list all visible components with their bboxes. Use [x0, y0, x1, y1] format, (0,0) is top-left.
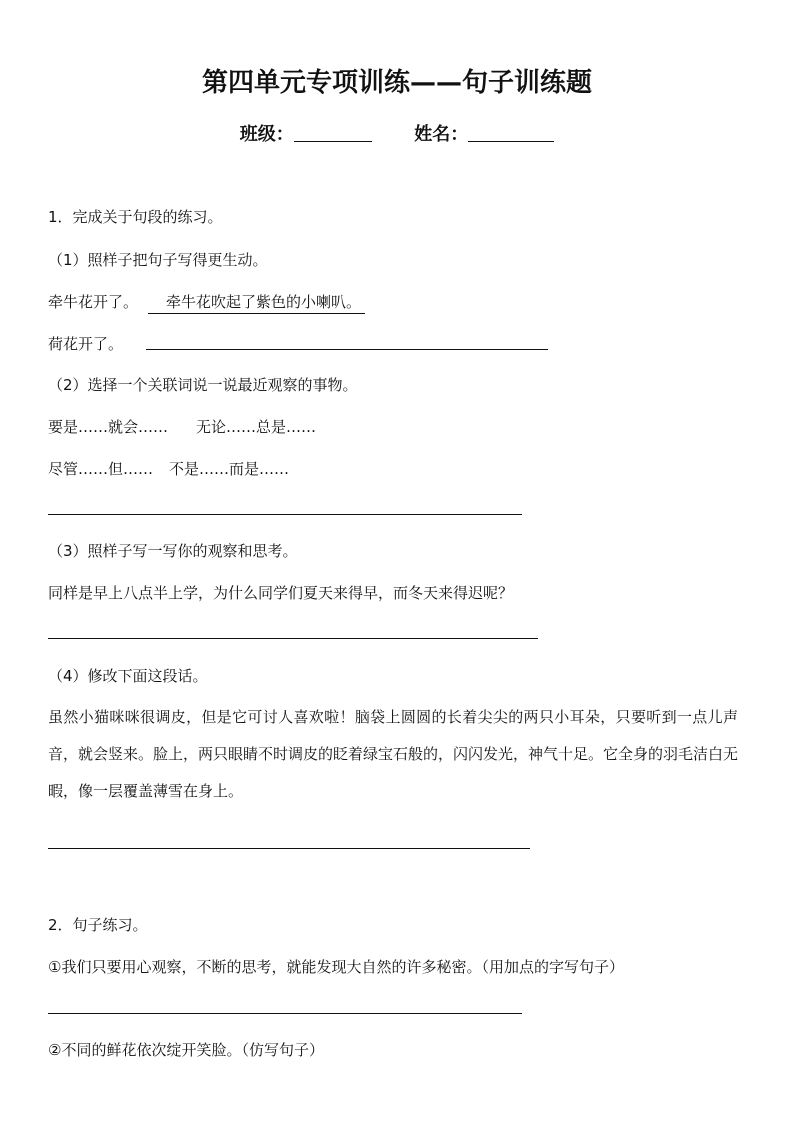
q1-heading: 1．完成关于句段的练习。 [48, 208, 223, 226]
q2-heading: 2．句子练习。 [48, 916, 148, 934]
q1-part1-label: （1）照样子把句子写得更生动。 [48, 251, 268, 269]
q1-part2-options-row1 [48, 416, 316, 437]
q1-part2-answer-line[interactable] [48, 514, 522, 515]
conjunction-option: 无论……总是…… [196, 418, 317, 436]
q1-part4-label: （4）修改下面这段话。 [48, 667, 208, 685]
name-label: 姓名： [414, 124, 469, 145]
q1-part3-label: （3）照样子写一写你的观察和思考。 [48, 542, 298, 560]
q1-part1-answer-line[interactable] [146, 349, 548, 350]
q1-part4-answer-line[interactable] [48, 848, 530, 849]
q1-part2-label: （2）选择一个关联词说一说最近观察的事物。 [48, 376, 358, 394]
q2-item1: ①我们只要用心观察，不断的思考，就能发现大自然的许多秘密。（用加点的字写句子） [48, 958, 624, 976]
q1-part1-example [48, 291, 365, 314]
q1-part2-options-row2 [48, 458, 289, 479]
student-info-line [0, 120, 794, 146]
name-blank[interactable] [468, 123, 554, 142]
example-answer: 牵牛花吹起了紫色的小喇叭。 [148, 291, 365, 314]
task-prompt: 荷花开了。 [48, 335, 124, 353]
q1-part4-passage: 虽然小猫咪咪很调皮，但是它可讨人喜欢啦！脑袋上圆圆的长着尖尖的两只小耳朵，只要听到一点儿声音，就会竖来。脸上，两只眼睛不时调皮的眨着绿宝石般的，闪闪发光，神气十足。它全身的羽毛洁白无暇，像一层覆盖薄雪在身上。 [48, 708, 739, 800]
conjunction-option: 不是……而是…… [169, 460, 290, 478]
q1-part3-example: 同样是早上八点半上学，为什么同学们夏天来得早，而冬天来得迟呢？ [48, 584, 514, 602]
conjunction-option: 要是……就会…… [48, 418, 169, 436]
conjunction-option: 尽管……但…… [48, 460, 154, 478]
q1-part3-answer-line[interactable] [48, 638, 538, 639]
q2-item2: ②不同的鲜花依次绽开笑脸。（仿写句子） [48, 1041, 324, 1059]
q1-part1-task [48, 333, 123, 354]
worksheet-title: 第四单元专项训练——句子训练题 [201, 68, 592, 98]
example-prompt: 牵牛花开了。 [48, 293, 139, 311]
class-blank[interactable] [294, 123, 372, 142]
class-label: 班级： [239, 124, 294, 145]
q2-item1-answer-line[interactable] [48, 1013, 522, 1014]
